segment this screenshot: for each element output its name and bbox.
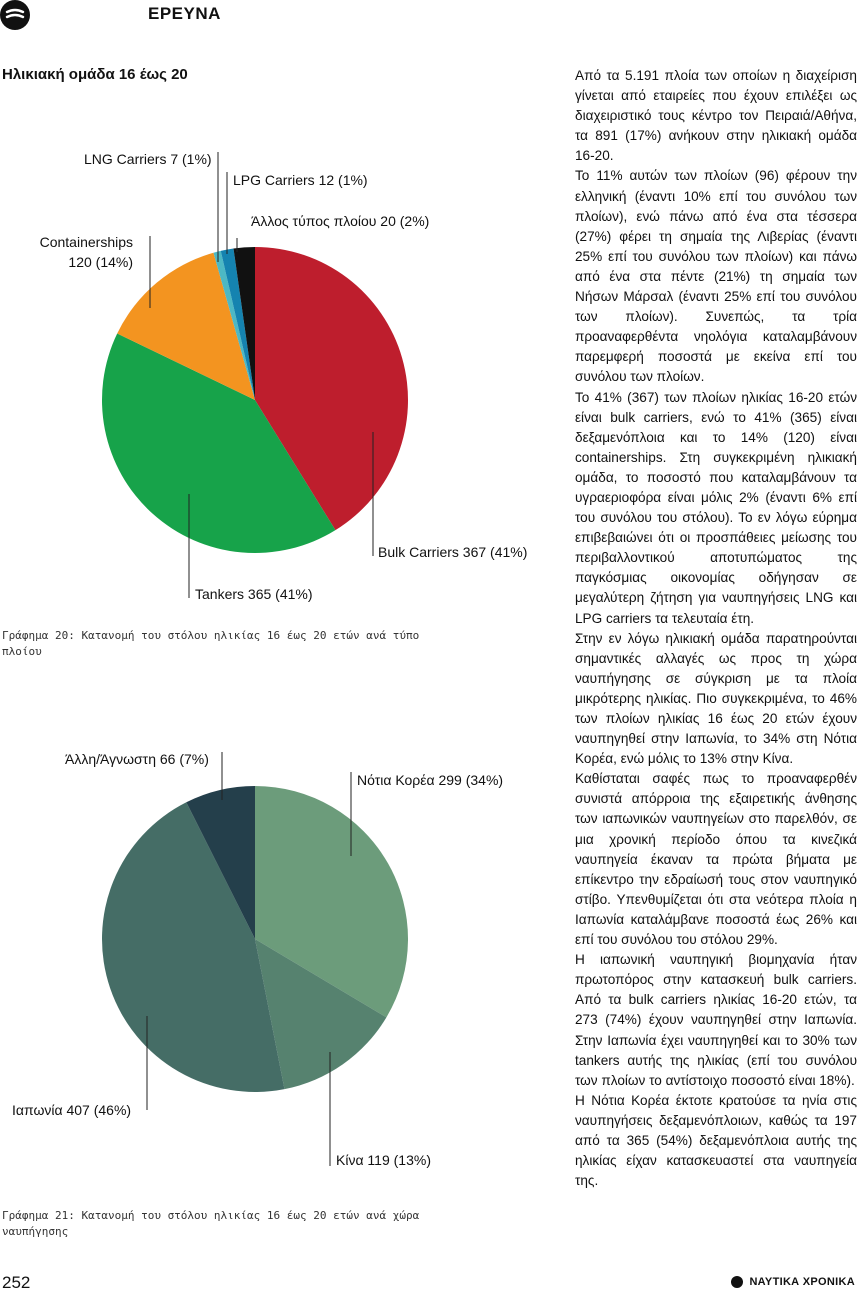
label-lpg-carriers: LPG Carriers 12 (1%) [233,172,368,188]
article-body [575,66,857,1191]
chart-21-caption: Γράφημα 21: Κατανομή του στόλου ηλικίας 16 έως 20 ετών ανά χώρα ναυπήγησης [2,1209,420,1238]
paragraph: Το 41% (367) των πλοίων ηλικίας 16-20 ετών είναι bulk carriers, ενώ το 41% (365) είναι δεξαμενόπλοια και το 14% (120) είναι containerships. Στη συγκεκριμένη ηλικιακή ομάδα, το ποσοστό που καταλαμβάνουν τα υγραεριοφόρα είναι μόλις 2% (έναντι 6% επί του συνόλου του στόλου). Το εν λόγω εύρημα επιβεβαιώνει ότι οι προσπάθειες μείωσης του περιβαλλοντικού αποτυπώματος της παγκόσμιας οικονομίας οδήγησαν σε μεγαλύτερη ζήτηση για ναυπηγήσεις LNG και LPG carriers τα τελευταία έτη. [575,389,857,626]
paragraph: Καθίσταται σαφές πως το προαναφερθέν συνιστά απόρροια της εξαιρετικής άνθησης των ιαπωνικών ναυπηγείων στο παρελθόν, σε μια χρονική περίοδο όπου τα κινεζικά ναυπηγεία έκαναν τα πρώτα βήματα με επίκεντρο την εδραίωσή τους στον ναυπηγικό στίβο. Υπενθυμίζεται ότι στα νεότερα πλοία η Ιαπωνία καταλάμβανε ποσοστά έως 26% και επί του συνόλου του στόλου 29%. [575,771,857,948]
brand-logo-icon [731,1276,743,1288]
paragraph: Η Νότια Κορέα έκτοτε κρατούσε τα ηνία στις ναυπηγήσεις δεξαμενόπλοιων, καθώς τα 197 από τα 365 (54%) δεξαμενόπλοια αυτής της ηλικίας είχαν κατασκευαστεί στα ναυπηγεία της. [575,1092,857,1189]
label-other-country: Άλλη/Άγνωστη 66 (7%) [65,751,209,767]
section-title: ΕΡΕΥΝΑ [148,4,221,23]
label-other-ship-type: Άλλος τύπος πλοίου 20 (2%) [251,213,430,229]
label-containerships-value: 120 (14%) [68,254,133,270]
paragraph: Στην εν λόγω ηλικιακή ομάδα παρατηρούνται σημαντικές αλλαγές ως προς τη χώρα ναυπήγησης σε σύγκριση με τα πλοία μικρότερης ηλικίας. Πιο συγκεκριμένα, το 46% των πλοίων ηλικίας 16 έως 20 ετών έχουν ναυπηγηθεί στην Ιαπωνία, το 34% στη Νότια Κορέα, ενώ μόλις το 13% στην Κίνα. [575,630,857,767]
paragraph: Από τα 5.191 πλοία των οποίων η διαχείριση γίνεται από εταιρείες που έχουν επιλέξει ως διαχειριστικό τους κέντρο τον Πειραιά/Αθήνα, τα 891 (17%) ανήκουν στην ηλικιακή ομάδα 16-20. [575,68,857,164]
label-bulk-carriers: Bulk Carriers 367 (41%) [378,544,528,560]
label-containerships [28,232,133,272]
age-group-title: Ηλικιακή ομάδα 16 έως 20 [2,66,188,83]
paragraph: Η ιαπωνική ναυπηγική βιομηχανία ήταν πρωτοπόρος στην κατασκευή bulk carriers. Από τα bulk carriers ηλικίας 16-20 ετών, τα 273 (74%) έχουν ναυπηγηθεί στην Ιαπωνία. Στην Ιαπωνία έχει ναυπηγηθεί και το 30% των tankers αυτής της ηλικίας (επί του συνόλου των πλοίων το αντίστοιχο ποσοστό είναι 18%). [575,952,857,1088]
pie-chart-ship-type [102,247,408,553]
label-japan: Ιαπωνία 407 (46%) [12,1102,132,1118]
pie-chart-build-country [102,786,408,1092]
label-china: Κίνα 119 (13%) [336,1152,431,1168]
publication-brand [731,1276,855,1288]
page-number: 252 [2,1273,31,1292]
paragraph: Το 11% αυτών των πλοίων (96) φέρουν την ελληνική (έναντι 10% επί του συνόλου των πλοίων), ενώ πάνω από ένα στα τέσσερα (27%) φέρει τη σημαία της Λιβερίας (έναντι 25% επί του συνόλου των πλοίων) και πάνω από ένα στα πέντε (21%) τη σημαία των Νήσων Μάρσαλ (έναντι 25% επί του συνόλου των πλοίων). Συνεπώς, τα τρία προαναφερθέντα νηολόγια καταλαμβάνουν παρεμφερή ποσοστά με εκείνα επί του συνόλου των πλοίων. [575,168,857,385]
brand-name: ΝΑΥΤΙΚΑ ΧΡΟΝΙΚΑ [749,1276,855,1288]
chart-20-caption: Γράφημα 20: Κατανομή του στόλου ηλικίας 16 έως 20 ετών ανά τύπο πλοίου [2,629,420,658]
label-south-korea: Νότια Κορέα 299 (34%) [357,772,504,788]
label-lng-carriers: LNG Carriers 7 (1%) [84,151,212,167]
label-containerships-name: Containerships [39,234,133,250]
label-tankers: Tankers 365 (41%) [195,586,313,602]
